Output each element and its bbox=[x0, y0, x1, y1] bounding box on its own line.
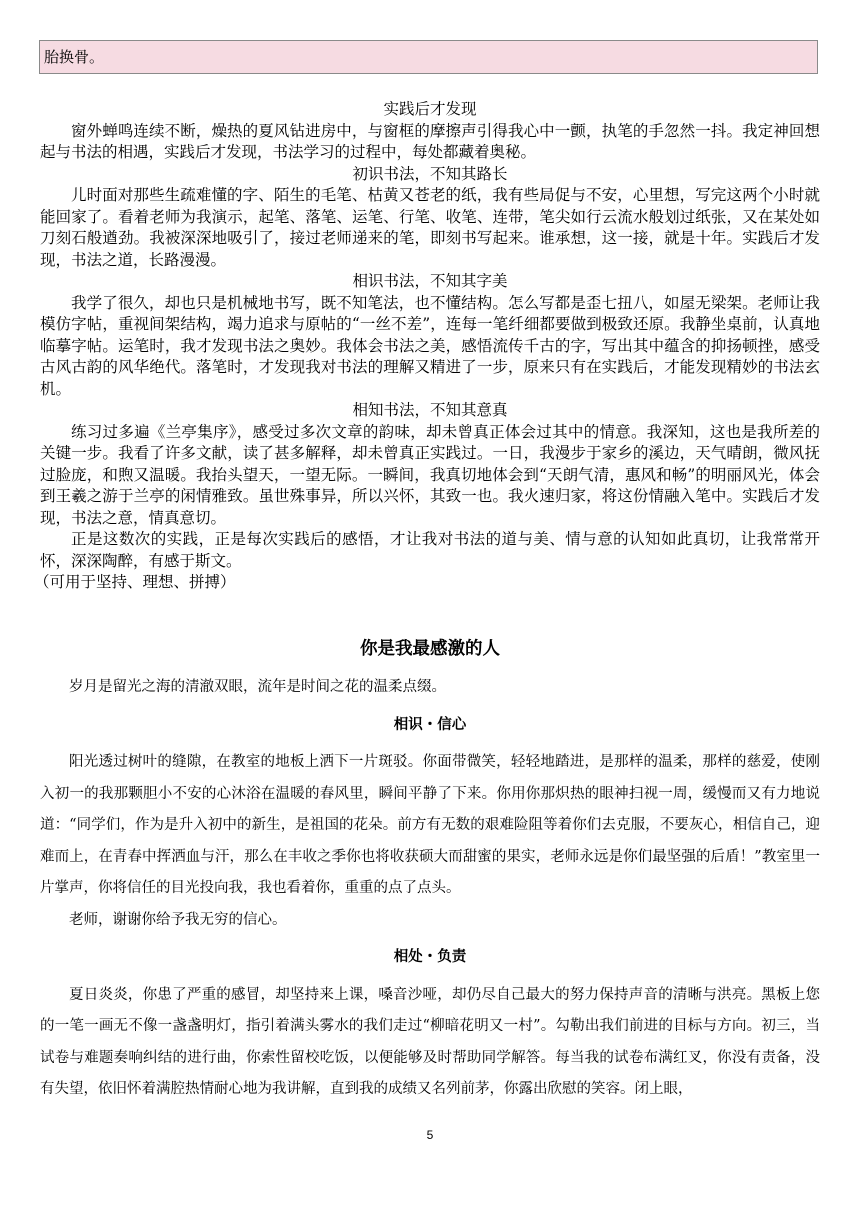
section-title: 实践后才发现 bbox=[383, 100, 477, 118]
paragraph: 儿时面对那些生疏难懂的字、陌生的毛笔、枯黄又苍老的纸，我有些局促与不安，心里想，写完这两个小时就能回家了。看着老师为我演示，起笔、落笔、运笔、行笔、收笔、连带，笔尖如行云流水般划过纸张，又在某处如刀刻石般遒劲。我被深深地吸引了，接过老师递来的笔，即刻书写起来。谁承想，这一接，就是十年。实践后才发现，书法之道，长路漫漫。 bbox=[40, 186, 820, 269]
paragraph: 阳光透过树叶的缝隙，在教室的地板上洒下一片斑驳。你面带微笑，轻轻地踏进，是那样的温柔，那样的慈爱，使刚入初一的我那颗胆小不安的心沐浴在温暖的春风里，瞬间平静了下来。你用你那炽热的眼神扫视一周，缓慢而又有力地说道：“同学们，作为是升入初中的新生，是祖国的花朵。前方有无数的艰难险阻等着你们去克服，不要灰心，相信自己，迎难而上，在青春中挥洒血与汗，那么在丰收之季你也将收获硕大而甜蜜的果实，老师永远是你们最坚强的后盾！”教室里一片掌声，你将信任的目光投向我，我也看着你，重重的点了点头。 bbox=[40, 754, 820, 896]
page-number: 5 bbox=[426, 1128, 434, 1142]
highlighted-text-box bbox=[39, 40, 818, 74]
section-heading: 相知书法，不知其意真 bbox=[352, 401, 508, 419]
essay-section-practice bbox=[34, 99, 820, 594]
paragraph: 我学了很久，却也只是机械地书写，既不知笔法，也不懂结构。怎么写都是歪七扭八，如屋无梁架。老师让我模仿字帖，重视间架结构，竭力追求与原帖的“一丝不差”，连每一笔纤细都要做到极致还原。我静坐桌前，认真地临摹字帖。运笔时，我才发现书法之奥妙。我体会书法之美，感悟流传千古的字，写出其中蕴含的抑扬顿挫，感受古风古韵的风华绝代。落笔时，才发现我对书法的理解又精进了一步，原来只有在实践后，才能发现精妙的书法玄机。 bbox=[40, 293, 820, 398]
paragraph: 老师，谢谢你给予我无穷的信心。 bbox=[69, 911, 287, 928]
usage-note: （可用于坚持、理想、拼搏） bbox=[34, 573, 236, 591]
box-text: 胎换骨。 bbox=[44, 48, 105, 66]
section-heading: 相识书法，不知其字美 bbox=[352, 272, 508, 290]
essay-title: 你是我最感激的人 bbox=[360, 639, 500, 659]
paragraph: 练习过多遍《兰亭集序》，感受过多次文章的韵味，却未曾真正体会过其中的情意。我深知，这也是我所差的关键一步。我看了许多文献，读了甚多解释，却未曾真正实践过。一日，我漫步于家乡的溪边，天气晴朗，微风抚过脸庞，和煦又温暖。我抬头望天，一望无际。一瞬间，我真切地体会到“天朗气清，惠风和畅”的明丽风光，体会到王羲之游于兰亭的闲情雅致。虽世殊事异，所以兴怀，其致一也。我火速归家，将这份情融入笔中。实践后才发现，书法之意，情真意切。 bbox=[40, 422, 820, 527]
subheading: 相识・信心 bbox=[393, 716, 467, 733]
subheading: 相处・负责 bbox=[393, 949, 467, 965]
essay-section-grateful bbox=[40, 672, 820, 1106]
section-heading: 初识书法，不知其路长 bbox=[352, 164, 508, 183]
paragraph: 夏日炎炎，你患了严重的感冒，却坚持来上课，嗓音沙哑，却仍尽自己最大的努力保持声音的清晰与洪亮。黑板上您的一笔一画无不像一盏盏明灯，指引着满头雾水的我们走过“柳暗花明又一村”。勾勒出我们前进的目标与方向。初三，当试卷与难题奏响纠结的进行曲，你索性留校吃饭，以便能够及时帮助同学解答。每当我的试卷布满红叉，你没有责备，没有失望，依旧怀着满腔热情耐心地为我讲解，直到我的成绩又名列前茅，你露出欣慰的笑容。闭上眼， bbox=[40, 986, 820, 1097]
paragraph: 窗外蝉鸣连续不断，燥热的夏风钻进房中，与窗框的摩擦声引得我心中一颤，执笔的手忽然一抖。我定神回想起与书法的相遇，实践后才发现，书法学习的过程中，每处都藏着奥秘。 bbox=[40, 121, 820, 161]
paragraph: 正是这数次的实践，正是每次实践后的感悟，才让我对书法的道与美、情与意的认知如此真切，让我常常开怀，深深陶醉，有感于斯文。 bbox=[40, 530, 820, 570]
paragraph: 岁月是留光之海的清澈双眼，流年是时间之花的温柔点缀。 bbox=[69, 679, 446, 695]
